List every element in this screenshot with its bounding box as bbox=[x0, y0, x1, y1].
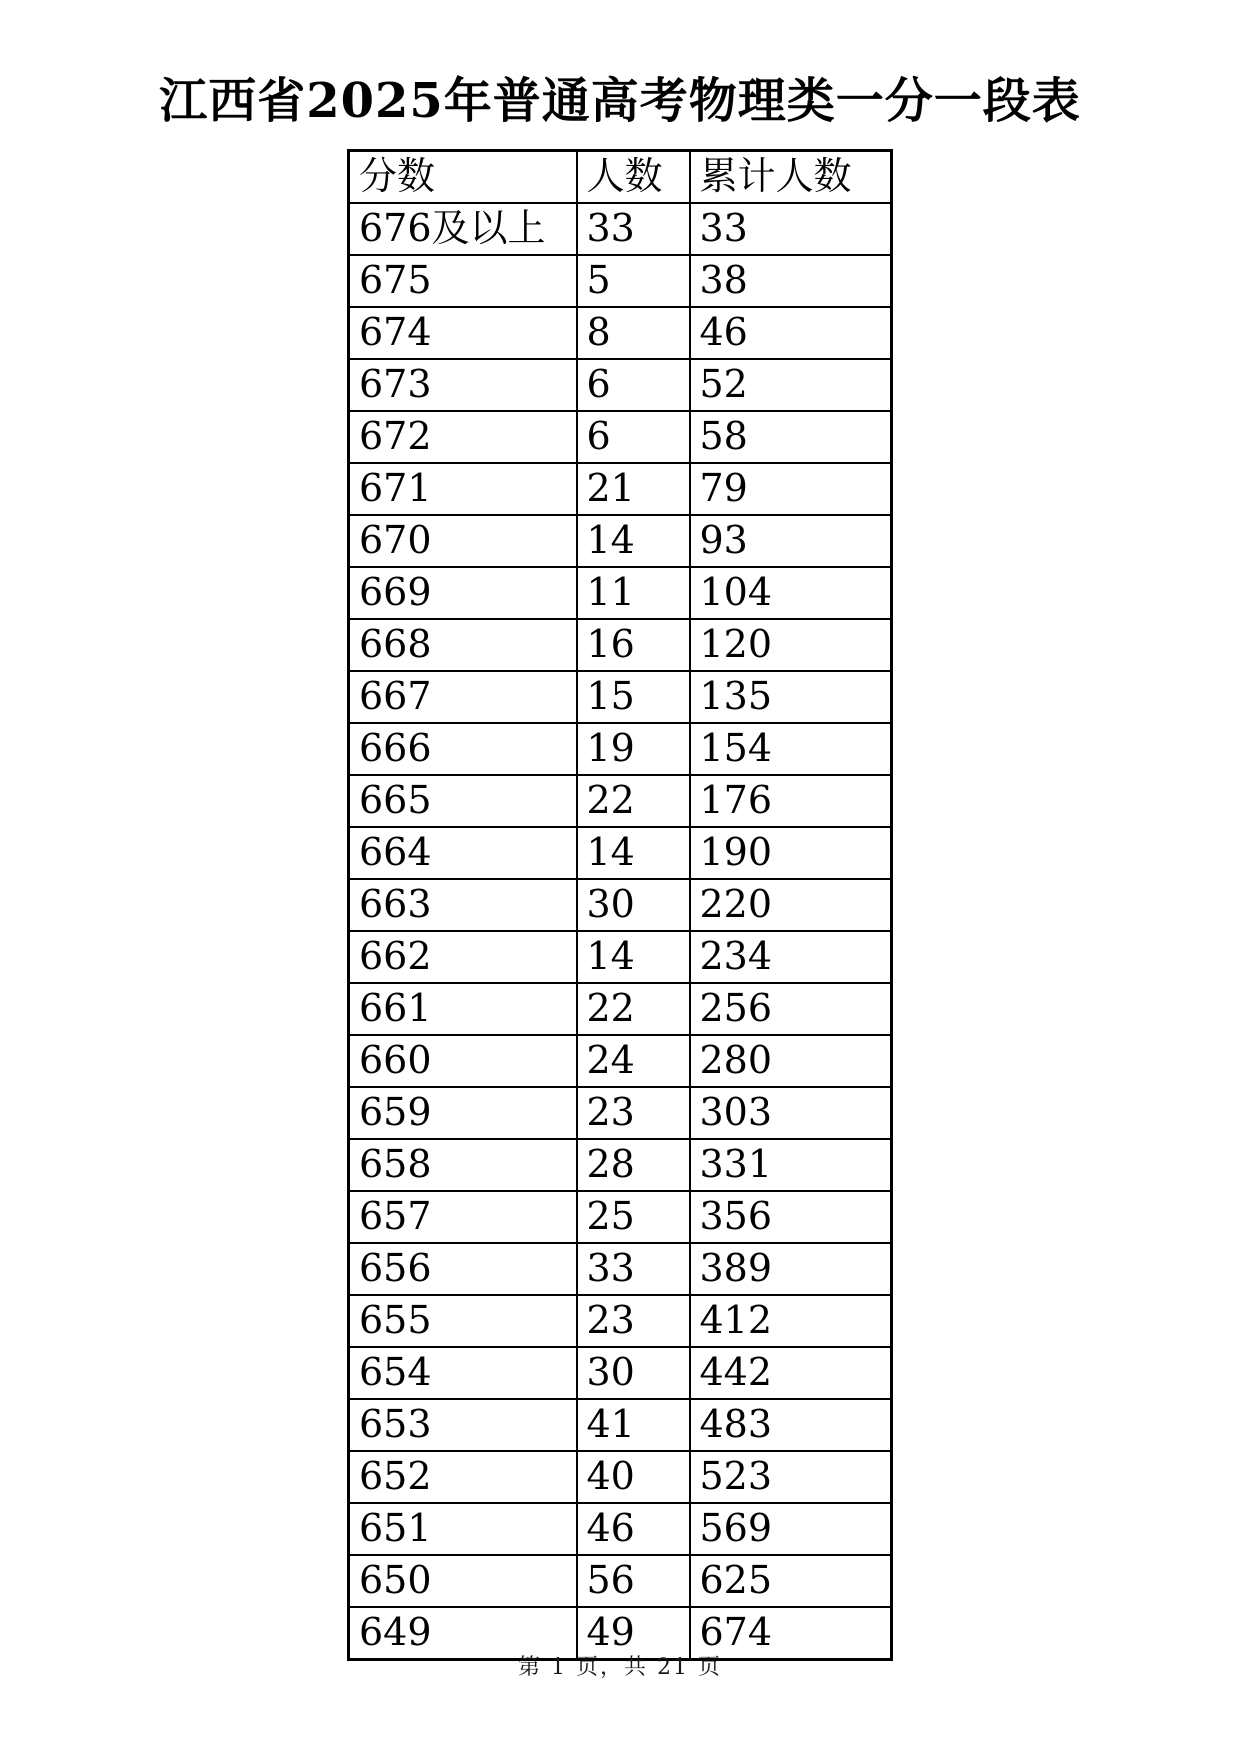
count-cell: 56 bbox=[577, 1555, 690, 1607]
count-cell: 15 bbox=[577, 671, 690, 723]
score-cell: 659 bbox=[349, 1087, 577, 1139]
table-row bbox=[349, 1295, 892, 1347]
count-cell: 23 bbox=[577, 1295, 690, 1347]
score-cell: 672 bbox=[349, 411, 577, 463]
score-cell: 650 bbox=[349, 1555, 577, 1607]
count-cell: 28 bbox=[577, 1139, 690, 1191]
cumulative-cell: 412 bbox=[690, 1295, 892, 1347]
score-cell: 669 bbox=[349, 567, 577, 619]
table-row bbox=[349, 775, 892, 827]
cumulative-cell: 120 bbox=[690, 619, 892, 671]
col-header-cumulative: 累计人数 bbox=[690, 151, 892, 204]
score-cell: 667 bbox=[349, 671, 577, 723]
score-cell: 661 bbox=[349, 983, 577, 1035]
score-cell: 673 bbox=[349, 359, 577, 411]
table-header-row bbox=[349, 151, 892, 204]
table-row bbox=[349, 1503, 892, 1555]
score-cell: 675 bbox=[349, 255, 577, 307]
score-cell: 670 bbox=[349, 515, 577, 567]
score-cell: 652 bbox=[349, 1451, 577, 1503]
count-cell: 30 bbox=[577, 879, 690, 931]
score-cell: 658 bbox=[349, 1139, 577, 1191]
score-cell: 674 bbox=[349, 307, 577, 359]
cumulative-cell: 234 bbox=[690, 931, 892, 983]
cumulative-cell: 135 bbox=[690, 671, 892, 723]
table-row bbox=[349, 411, 892, 463]
count-cell: 41 bbox=[577, 1399, 690, 1451]
table-row bbox=[349, 1347, 892, 1399]
score-cell: 655 bbox=[349, 1295, 577, 1347]
cumulative-cell: 625 bbox=[690, 1555, 892, 1607]
count-cell: 14 bbox=[577, 515, 690, 567]
cumulative-cell: 523 bbox=[690, 1451, 892, 1503]
table-row bbox=[349, 983, 892, 1035]
cumulative-cell: 93 bbox=[690, 515, 892, 567]
cumulative-cell: 176 bbox=[690, 775, 892, 827]
score-cell: 662 bbox=[349, 931, 577, 983]
page-title: 江西省2025年普通高考物理类一分一段表 bbox=[159, 73, 1081, 129]
score-cell: 666 bbox=[349, 723, 577, 775]
count-cell: 30 bbox=[577, 1347, 690, 1399]
score-cell: 654 bbox=[349, 1347, 577, 1399]
cumulative-cell: 104 bbox=[690, 567, 892, 619]
score-cell: 668 bbox=[349, 619, 577, 671]
count-cell: 23 bbox=[577, 1087, 690, 1139]
count-cell: 16 bbox=[577, 619, 690, 671]
table-row bbox=[349, 203, 892, 255]
col-header-count: 人数 bbox=[577, 151, 690, 204]
count-cell: 5 bbox=[577, 255, 690, 307]
cumulative-cell: 154 bbox=[690, 723, 892, 775]
cumulative-cell: 356 bbox=[690, 1191, 892, 1243]
cumulative-cell: 38 bbox=[690, 255, 892, 307]
count-cell: 11 bbox=[577, 567, 690, 619]
cumulative-cell: 674 bbox=[690, 1607, 892, 1660]
cumulative-cell: 33 bbox=[690, 203, 892, 255]
table-row bbox=[349, 619, 892, 671]
score-cell: 676及以上 bbox=[349, 203, 577, 255]
table-row bbox=[349, 1555, 892, 1607]
score-cell: 665 bbox=[349, 775, 577, 827]
table-row bbox=[349, 1191, 892, 1243]
table-row bbox=[349, 359, 892, 411]
table-row bbox=[349, 723, 892, 775]
count-cell: 40 bbox=[577, 1451, 690, 1503]
score-table-body bbox=[349, 203, 892, 1660]
table-row bbox=[349, 463, 892, 515]
table-row bbox=[349, 827, 892, 879]
count-cell: 25 bbox=[577, 1191, 690, 1243]
cumulative-cell: 256 bbox=[690, 983, 892, 1035]
cumulative-cell: 58 bbox=[690, 411, 892, 463]
cumulative-cell: 303 bbox=[690, 1087, 892, 1139]
table-row bbox=[349, 931, 892, 983]
cumulative-cell: 331 bbox=[690, 1139, 892, 1191]
cumulative-cell: 79 bbox=[690, 463, 892, 515]
table-row bbox=[349, 671, 892, 723]
count-cell: 6 bbox=[577, 359, 690, 411]
score-cell: 656 bbox=[349, 1243, 577, 1295]
score-cell: 653 bbox=[349, 1399, 577, 1451]
table-row bbox=[349, 1035, 892, 1087]
table-row bbox=[349, 1087, 892, 1139]
table-row bbox=[349, 1451, 892, 1503]
table-row bbox=[349, 515, 892, 567]
count-cell: 6 bbox=[577, 411, 690, 463]
cumulative-cell: 280 bbox=[690, 1035, 892, 1087]
count-cell: 33 bbox=[577, 1243, 690, 1295]
score-cell: 660 bbox=[349, 1035, 577, 1087]
cumulative-cell: 389 bbox=[690, 1243, 892, 1295]
score-cell: 657 bbox=[349, 1191, 577, 1243]
score-table bbox=[347, 149, 893, 1661]
cumulative-cell: 483 bbox=[690, 1399, 892, 1451]
table-row bbox=[349, 307, 892, 359]
col-header-score: 分数 bbox=[349, 151, 577, 204]
cumulative-cell: 52 bbox=[690, 359, 892, 411]
count-cell: 22 bbox=[577, 983, 690, 1035]
score-cell: 649 bbox=[349, 1607, 577, 1660]
cumulative-cell: 569 bbox=[690, 1503, 892, 1555]
table-row bbox=[349, 1399, 892, 1451]
score-cell: 671 bbox=[349, 463, 577, 515]
score-cell: 663 bbox=[349, 879, 577, 931]
cumulative-cell: 46 bbox=[690, 307, 892, 359]
count-cell: 33 bbox=[577, 203, 690, 255]
count-cell: 8 bbox=[577, 307, 690, 359]
count-cell: 19 bbox=[577, 723, 690, 775]
table-row bbox=[349, 1139, 892, 1191]
count-cell: 14 bbox=[577, 827, 690, 879]
cumulative-cell: 442 bbox=[690, 1347, 892, 1399]
count-cell: 21 bbox=[577, 463, 690, 515]
score-cell: 664 bbox=[349, 827, 577, 879]
count-cell: 22 bbox=[577, 775, 690, 827]
cumulative-cell: 190 bbox=[690, 827, 892, 879]
count-cell: 46 bbox=[577, 1503, 690, 1555]
table-row bbox=[349, 879, 892, 931]
table-row bbox=[349, 1243, 892, 1295]
page-footer: 第 1 页，共 21 页 bbox=[518, 1655, 722, 1680]
count-cell: 24 bbox=[577, 1035, 690, 1087]
table-row bbox=[349, 567, 892, 619]
score-cell: 651 bbox=[349, 1503, 577, 1555]
cumulative-cell: 220 bbox=[690, 879, 892, 931]
count-cell: 14 bbox=[577, 931, 690, 983]
count-cell: 49 bbox=[577, 1607, 690, 1660]
table-row bbox=[349, 255, 892, 307]
